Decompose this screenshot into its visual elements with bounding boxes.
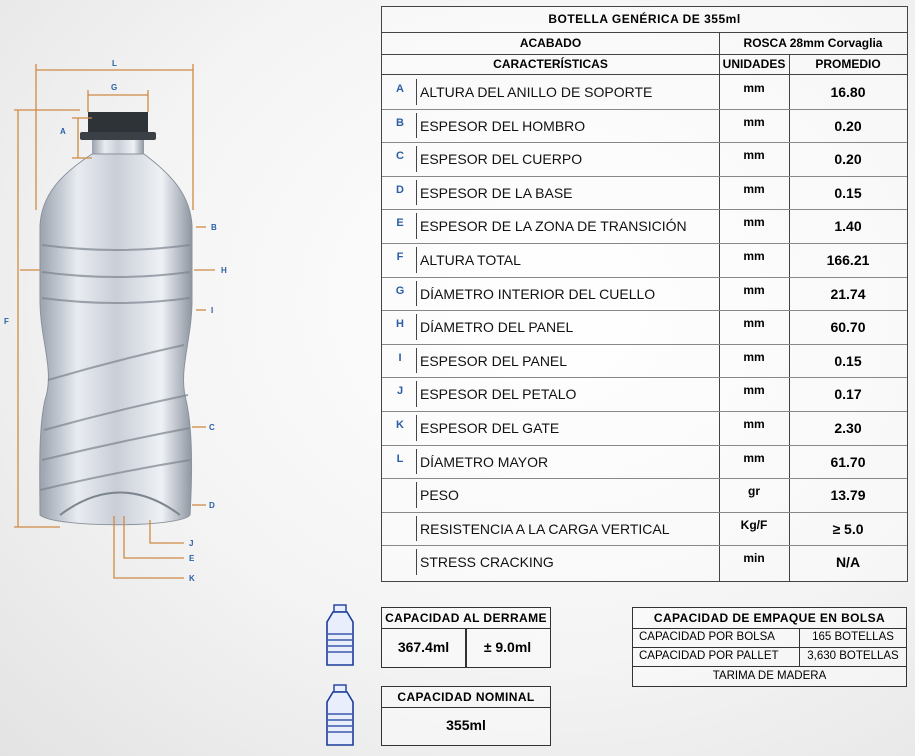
dim-label-d: D (209, 501, 215, 510)
row-letter: I (398, 351, 402, 364)
row-letter: H (396, 318, 404, 331)
spill-capacity-tolerance: ± 9.0ml (483, 639, 532, 655)
row-name: ESPESOR DEL PANEL (420, 352, 568, 369)
row-divider (416, 213, 417, 239)
row-name: ESPESOR DEL CUERPO (420, 151, 583, 168)
row-value: 0.17 (834, 386, 862, 403)
row-unit: mm (743, 383, 765, 398)
dim-label-f: F (4, 317, 9, 326)
spec-row (382, 75, 907, 109)
spec-row (382, 310, 907, 344)
packing-title: CAPACIDAD DE EMPAQUE EN BOLSA (633, 608, 906, 629)
row-divider (416, 549, 417, 575)
row-divider (416, 415, 417, 441)
row-value: 0.20 (834, 117, 862, 134)
row-value: 16.80 (830, 84, 866, 100)
col-average: PROMEDIO (815, 57, 881, 71)
row-name: ALTURA TOTAL (420, 252, 521, 268)
nominal-capacity-box (381, 686, 551, 746)
row-unit: mm (743, 114, 765, 129)
spec-row (382, 277, 907, 311)
row-unit: mm (743, 282, 765, 297)
row-letter: A (396, 83, 404, 95)
spec-row (382, 344, 907, 378)
bottle-small-icon (322, 604, 358, 668)
spec-title: BOTELLA GENÉRICA DE 355ml (382, 7, 907, 33)
row-value: 0.15 (834, 184, 862, 201)
spec-row (382, 445, 907, 479)
row-unit: mm (743, 148, 765, 163)
spec-row (382, 176, 907, 210)
row-name: PESO (420, 487, 459, 504)
spill-capacity-title: CAPACIDAD AL DERRAME (382, 608, 550, 629)
row-unit: min (743, 551, 765, 566)
row-name: ESPESOR DEL GATE (420, 420, 560, 436)
packing-value: 165 BOTELLAS (812, 631, 894, 643)
spill-capacity-value: 367.4ml (397, 639, 450, 655)
row-divider (416, 247, 417, 273)
row-divider (416, 113, 417, 139)
dim-label-b: B (211, 223, 217, 232)
dim-label-i: I (211, 306, 214, 315)
spec-row (382, 478, 907, 512)
row-divider (416, 381, 417, 407)
row-value: 0.15 (834, 352, 862, 369)
packing-label: CAPACIDAD POR BOLSA (639, 631, 775, 643)
row-divider (416, 79, 417, 105)
spec-row (382, 377, 907, 411)
spec-row (382, 209, 907, 243)
row-value: 21.74 (830, 285, 866, 302)
dim-label-c: C (209, 423, 215, 432)
row-value: N/A (835, 554, 861, 571)
finish-label: ACABADO (519, 36, 582, 50)
spec-row (382, 411, 907, 445)
spec-row (382, 243, 907, 277)
row-letter: F (396, 251, 404, 263)
row-letter: B (396, 116, 404, 129)
packing-label: CAPACIDAD POR PALLET (639, 650, 779, 662)
row-name: DÍAMETRO INTERIOR DEL CUELLO (420, 285, 656, 302)
row-value: 60.70 (830, 319, 866, 336)
row-unit: gr (748, 484, 760, 499)
spec-row (382, 545, 907, 579)
row-divider (416, 180, 417, 206)
dim-label-j: J (189, 539, 194, 548)
dim-label-h: H (221, 266, 227, 275)
dim-label-g: G (111, 83, 118, 92)
bottle-small-icon-2 (322, 684, 358, 748)
row-name: RESISTENCIA A LA CARGA VERTICAL (420, 520, 670, 537)
row-value: 61.70 (830, 453, 866, 470)
spec-row (382, 512, 907, 546)
spec-row (382, 142, 907, 176)
row-value: ≥ 5.0 (832, 520, 864, 537)
bottle-body (40, 154, 192, 525)
row-unit: mm (743, 215, 765, 230)
bottle-diagram (0, 40, 240, 600)
row-unit: mm (743, 450, 765, 465)
nominal-capacity-value: 355ml (446, 717, 486, 733)
row-unit: mm (743, 349, 765, 364)
nominal-capacity-title: CAPACIDAD NOMINAL (382, 687, 550, 708)
row-divider (416, 449, 417, 475)
row-letter: D (396, 183, 404, 196)
row-name: ESPESOR DEL PETALO (420, 386, 577, 403)
col-units: UNIDADES (722, 57, 786, 71)
dim-label-a: A (60, 127, 66, 136)
packing-value: 3,630 BOTELLAS (807, 650, 899, 662)
row-letter: E (396, 217, 404, 230)
row-divider (416, 482, 417, 508)
row-divider (416, 146, 417, 172)
row-value: 1.40 (834, 218, 862, 235)
row-name: ESPESOR DE LA BASE (420, 184, 573, 201)
packing-row (633, 647, 906, 667)
row-divider (416, 348, 417, 374)
row-letter: J (396, 385, 404, 398)
spec-row (382, 109, 907, 143)
row-value: 0.20 (834, 151, 862, 168)
row-value: 166.21 (826, 252, 870, 268)
row-unit: mm (743, 249, 765, 263)
dim-label-l: L (112, 59, 117, 68)
row-letter: L (396, 452, 404, 465)
row-name: ESPESOR DEL HOMBRO (420, 117, 586, 134)
row-unit: Kg/F (740, 517, 768, 532)
col-characteristics: CARACTERÍSTICAS (493, 57, 608, 71)
row-letter: K (396, 419, 404, 431)
row-name: STRESS CRACKING (420, 554, 554, 571)
row-value: 13.79 (830, 487, 866, 504)
spec-table (381, 6, 908, 582)
row-unit: mm (743, 181, 765, 196)
row-value: 2.30 (834, 420, 862, 436)
row-divider (416, 516, 417, 542)
dim-label-e: E (189, 554, 195, 563)
row-letter: C (396, 150, 404, 163)
packing-row (633, 628, 906, 648)
finish-value: ROSCA 28mm Corvaglia (743, 36, 883, 50)
dim-label-k: K (189, 574, 195, 583)
row-divider (416, 281, 417, 307)
row-letter: G (395, 284, 405, 297)
row-unit: mm (743, 316, 765, 331)
row-divider (416, 314, 417, 340)
row-unit: mm (743, 417, 765, 431)
row-name: ESPESOR DE LA ZONA DE TRANSICIÓN (420, 218, 687, 235)
row-name: DÍAMETRO DEL PANEL (420, 319, 574, 336)
packing-box (632, 607, 907, 687)
row-unit: mm (743, 81, 765, 95)
bottle-neck (88, 112, 148, 134)
row-name: DÍAMETRO MAYOR (420, 453, 549, 470)
spill-capacity-box (381, 607, 551, 668)
packing-footer: TARIMA DE MADERA (712, 670, 827, 682)
row-name: ALTURA DEL ANILLO DE SOPORTE (420, 84, 653, 100)
